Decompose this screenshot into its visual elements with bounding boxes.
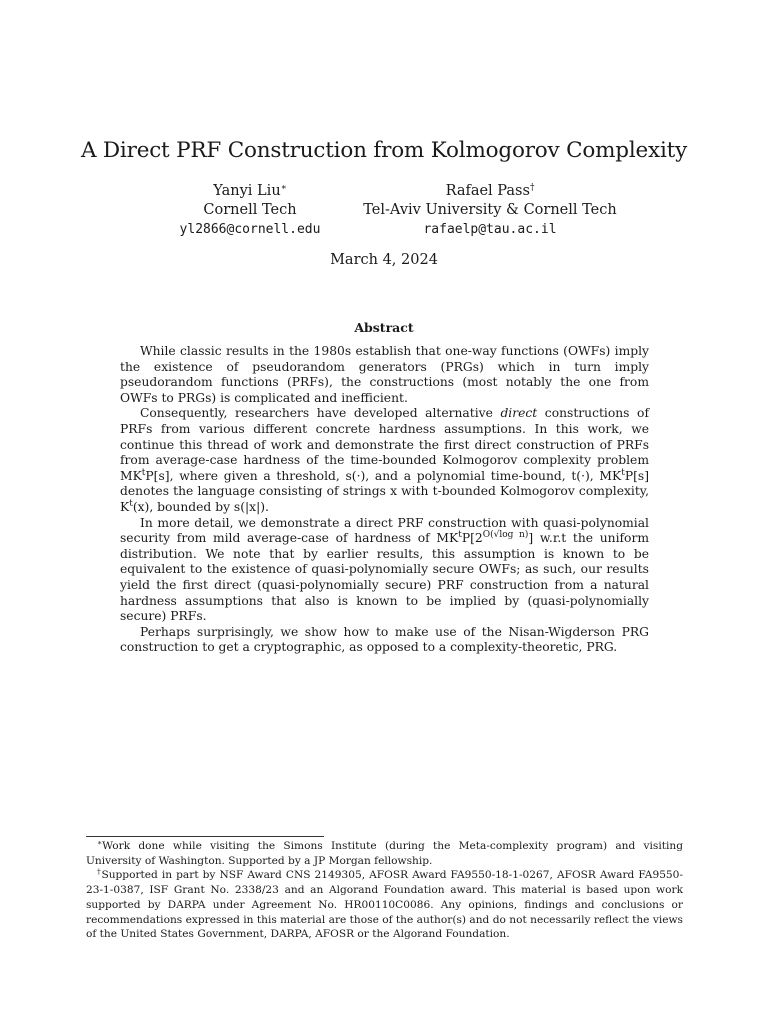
footnote-1: ∗Work done while visiting the Simons Institute (during the Meta-complexity program) and visiting University of Washington. Supported by a JP Morgan fellowship. bbox=[86, 838, 683, 867]
author-affiliation: Tel-Aviv University & Cornell Tech bbox=[363, 202, 617, 218]
abstract-paragraph-4: Perhaps surprisingly, we show how to make use of the Nisan-Wigderson PRG construction to get a cryptographic, as opposed to a complexity-theoretic, PRG. bbox=[120, 624, 649, 655]
author-footnote-mark: † bbox=[529, 183, 535, 193]
author-name: Rafael Pass bbox=[445, 183, 530, 199]
abstract-body bbox=[120, 344, 649, 656]
paper-title: A Direct PRF Construction from Kolmogorov Complexity bbox=[80, 138, 688, 163]
author-block-1 bbox=[140, 182, 360, 239]
abstract-paragraph-3: In more detail, we demonstrate a direct PRF construction with quasi-polynomial security from mild average-case of hardness of $MK^tP[2^{O(√log n)}]$ w.r.t the uniform distribution. We note that by earlier results, this assumption is known to be equivalent to the existence of quasi-polynomially secure OWFs; as such, our results yield the first direct (quasi-polynomially secure) PRF construction from a natural hardness assumptions that also is known to be implied by (quasi-polynomially secure) PRFs. bbox=[120, 515, 649, 624]
footnote-mark: ∗ bbox=[97, 838, 103, 847]
footnote-divider bbox=[86, 836, 324, 837]
author-affiliation: Cornell Tech bbox=[203, 202, 297, 218]
footnote-mark: † bbox=[97, 867, 102, 877]
author-email: yl2866@cornell.edu bbox=[179, 222, 321, 237]
author-footnote-mark: ∗ bbox=[280, 183, 287, 193]
abstract-paragraph-2: Consequently, researchers have developed alternative direct constructions of PRFs from various different concrete hardness assumptions. In this work, we continue this thread of work and demonstrate the first direct construction of PRFs from average-case hardness of the time-bounded Kolmogorov complexity problem $MK^tP[s]$, where given a threshold, s(·), and a polynomial time-bound, t(·), $MK^tP[s]$ denotes the language consisting of strings x with t-bounded Kolmogorov complexity, $K^t(x)$, bounded by s(|x|). bbox=[120, 406, 649, 514]
author-email: rafaelp@tau.ac.il bbox=[423, 222, 557, 237]
abstract-paragraph-1: While classic results in the 1980s establish that one-way functions (OWFs) imply the existence of pseudorandom generators (PRGs) which in turn imply pseudorandom functions (PRFs), the constructions (most notably the one from OWFs to PRGs) is complicated and inefficient. bbox=[120, 344, 649, 405]
author-name: Yanyi Liu bbox=[213, 183, 281, 199]
abstract-heading: Abstract bbox=[354, 320, 414, 335]
footnotes bbox=[86, 839, 683, 942]
paper-date: March 4, 2024 bbox=[330, 252, 438, 268]
author-block-2 bbox=[340, 182, 640, 239]
footnote-2: †Supported in part by NSF Award CNS 2149305, AFOSR Award FA9550-18-1-0267, AFOSR Award FA9550-23-1-0387, ISF Grant No. 2338/23 and an Algorand Foundation award. This material is based upon work supported by DARPA under Agreement No. HR00110C0086. Any opinions, findings and conclusions or recommendations expressed in this material are those of the author(s) and do not necessarily reflect the views of the United States Government, DARPA, AFOSR or the Algorand Foundation. bbox=[86, 867, 683, 941]
